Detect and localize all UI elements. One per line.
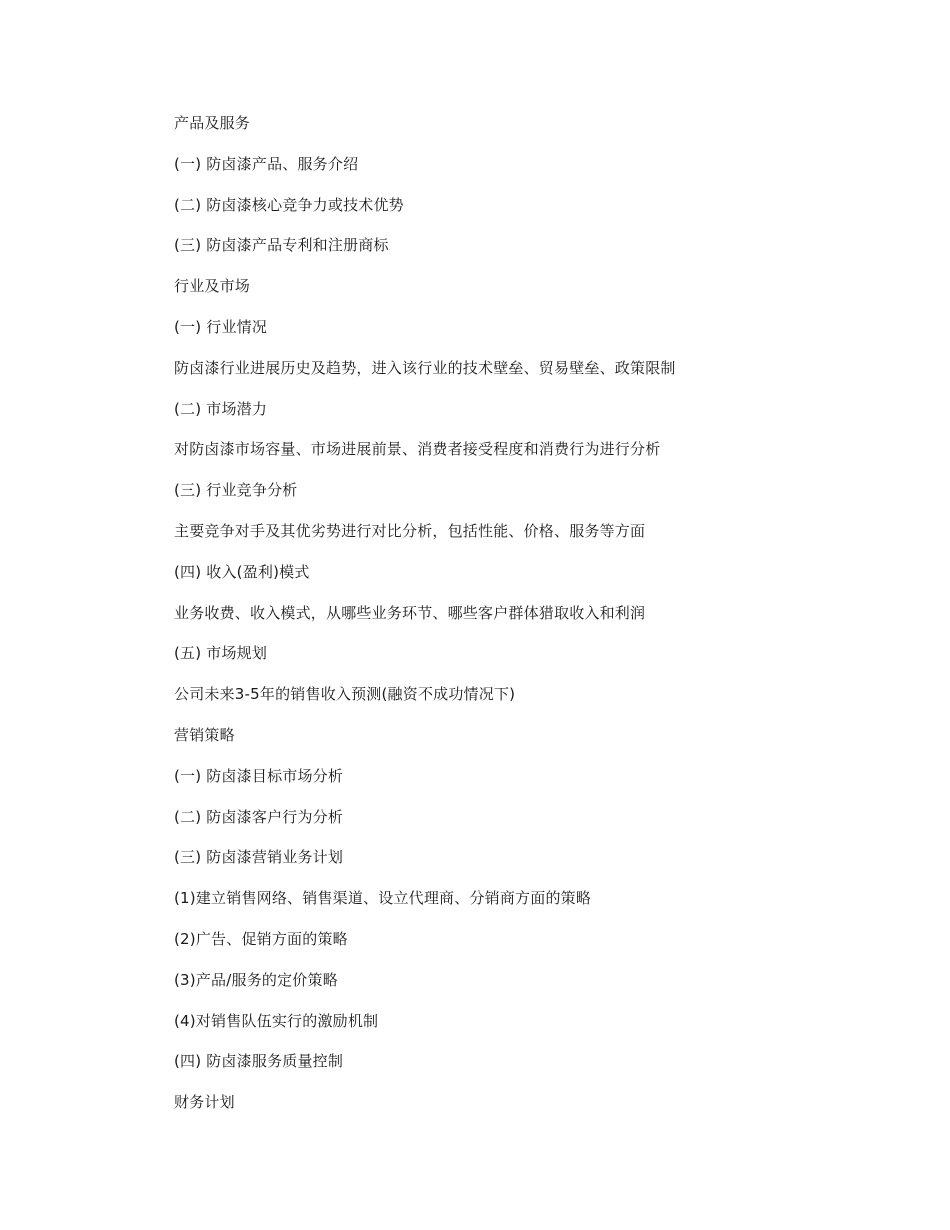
list-item-advertising: (2)广告、促销方面的策略 [174, 929, 348, 948]
subsection-market-plan: (五) 市场规划 [174, 644, 268, 663]
subsection-competition: (三) 行业竞争分析 [174, 481, 298, 500]
section-heading-industry-market: 行业及市场 [174, 277, 251, 296]
paragraph-revenue-model: 业务收费、收入模式，从哪些业务环节、哪些客户群体猎取收入和利润 [174, 603, 646, 622]
subsection-market-potential: (二) 市场潜力 [174, 399, 268, 418]
section-heading-marketing: 营销策略 [174, 725, 235, 744]
subsection-marketing-plan: (三) 防卤漆营销业务计划 [174, 848, 344, 867]
subsection-target-market: (一) 防卤漆目标市场分析 [174, 766, 344, 785]
section-heading-products: 产品及服务 [174, 114, 251, 132]
list-item-sales-network: (1)建立销售网络、销售渠道、设立代理商、分销商方面的策略 [174, 889, 592, 908]
paragraph-market-capacity: 对防卤漆市场容量、市场进展前景、消费者接受程度和消费行为进行分析 [174, 440, 661, 459]
subsection-industry-overview: (一) 行业情况 [174, 317, 268, 336]
section-heading-financial-plan: 财务计划 [174, 1093, 235, 1112]
paragraph-industry-history: 防卤漆行业进展历史及趋势，进入该行业的技术壁垒、贸易壁垒、政策限制 [174, 358, 676, 377]
list-item-pricing: (3)产品/服务的定价策略 [174, 970, 338, 989]
paragraph-sales-forecast: 公司未来3-5年的销售收入预测(融资不成功情况下) [174, 685, 516, 704]
subsection-core-competency: (二) 防卤漆核心竞争力或技术优势 [174, 195, 404, 214]
document-body [174, 110, 874, 1130]
subsection-product-intro: (一) 防卤漆产品、服务介绍 [174, 154, 359, 173]
subsection-revenue-model: (四) 收入(盈利)模式 [174, 562, 310, 581]
subsection-customer-behavior: (二) 防卤漆客户行为分析 [174, 807, 344, 826]
subsection-patents-trademarks: (三) 防卤漆产品专利和注册商标 [174, 236, 389, 255]
subsection-service-quality: (四) 防卤漆服务质量控制 [174, 1052, 344, 1071]
paragraph-competitor-analysis: 主要竞争对手及其优劣势进行对比分析，包括性能、价格、服务等方面 [174, 521, 646, 540]
list-item-incentives: (4)对销售队伍实行的激励机制 [174, 1011, 379, 1030]
